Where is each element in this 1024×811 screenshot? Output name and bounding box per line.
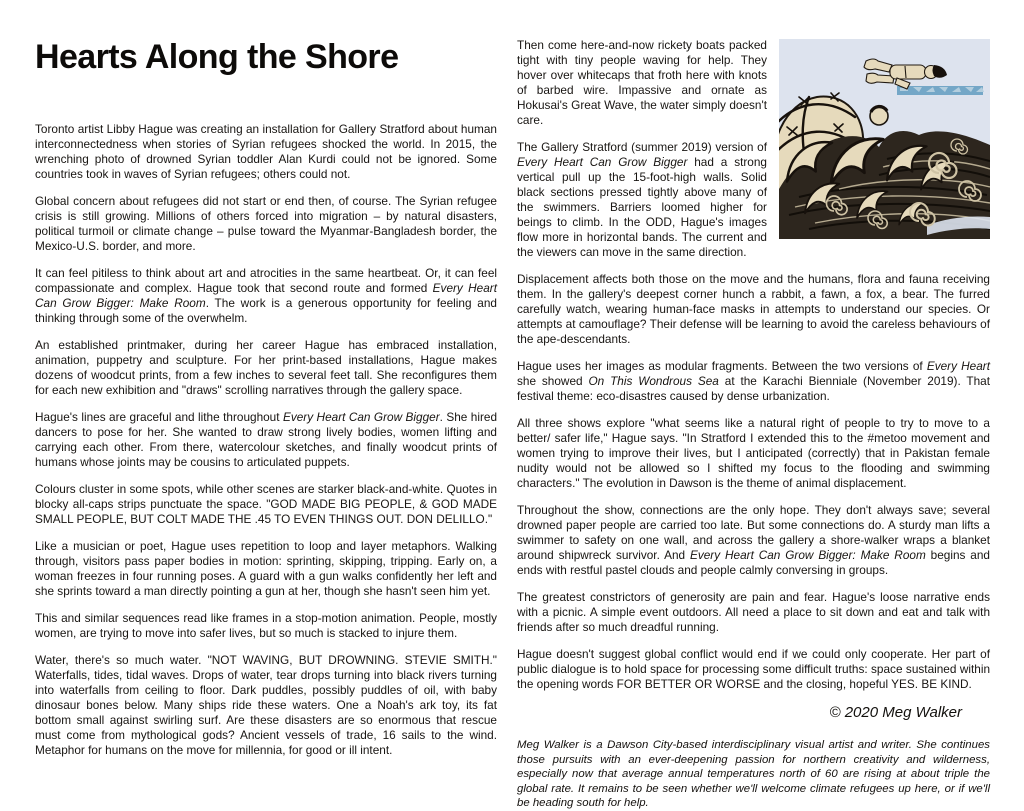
paragraph: Hague doesn't suggest global conflict would end if we could only cooperate. Her part of public dialogue is to hold space for processing some difficult truths: space sustained within the opening words FOR BETTER OR WORSE and the closing, hopeful YES. BE KIND. (517, 647, 990, 691)
page-title: Hearts Along the Shore (35, 38, 399, 76)
paragraph: Then come here-and-now rickety boats packed tight with tiny people waving for help. They hover over whitecaps that froth here with knots of barbed wire. Impassive and ornate as Hokusai's Great Wave, the water simply doesn't care. (517, 38, 767, 127)
artwork-image (779, 39, 990, 239)
paragraph: This and similar sequences read like frames in a stop-motion animation. People, mostly women, are trying to move into safer lives, but so much is stacked to injure them. (35, 610, 497, 640)
author-byline: © 2020 Meg Walker (829, 704, 962, 721)
paragraph: Water, there's so much water. "NOT WAVING, BUT DROWNING. STEVIE SMITH." Waterfalls, tides, tidal waves. Drops of water, tear drops turning into black rivers turning into waterfalls from ceiling to floor. Dark puddles, possibly puddles of oil, with baby dinosaur bones below. Many ships ride these waters. One a Noah's ark toy, its fat bottom small against swirling surf. Are these disasters are so enormous that rescue must come from mythological gods? Ancient vessels of trade, 16 sails to the wind. Metaphor for humans on the move for millennia, for good or ill intent. (35, 652, 497, 757)
paragraph: Hague uses her images as modular fragments. Between the two versions of Every Heart she showed On This Wondrous Sea at the Karachi Bienniale (November 2019). That festival theme: eco-disastres caused by dense urbanization. (517, 359, 990, 403)
paragraph: Colours cluster in some spots, while other scenes are starker black-and-white. Quotes in blocky all-caps strips punctuate the space. "GOD MADE BIG PEOPLE, & GOD MADE SMALL PEOPLE, BUT COLT MADE THE .45 TO EVEN THINGS OUT. DON DELILLO." (35, 481, 497, 526)
paragraph: Throughout the show, connections are the only hope. They don't always save; several drowned paper people are carried too late. But some connections do. A sturdy man lifts a swimmer to safety on one wall, and across the gallery a shore-walker wraps a blanket around shipwreck survivor. And Every Heart Can Grow Bigger: Make Room begins and ends with restful pastel clouds and people calmly conversing in groups. (517, 503, 990, 577)
artwork-figure (779, 39, 990, 239)
paragraph: Hague's lines are graceful and lithe throughout Every Heart Can Grow Bigger. She hired dancers to pose for her. She wanted to draw strong lively bodies, women lifting and carrying each other. From there, watercolour sketches, and finally woodcut prints of humans whose joints may be cousins to articulated puppets. (35, 409, 498, 469)
paragraph: The Gallery Stratford (summer 2019) version of Every Heart Can Grow Bigger had a strong vertical pull up the 15-foot-high walls. Solid black sections pressed tightly above many of the swimmers. Barriers loomed higher for beings to climb. In the ODD, Hague's images flow more in horizontal bands. The current and the viewers can move in the same direction. (517, 140, 767, 259)
left-column-text (35, 122, 497, 758)
left-column (35, 38, 497, 811)
right-column (517, 38, 990, 811)
paragraph: It can feel pitiless to think about art and atrocities in the same heartbeat. Or, it can feel compassionate and complex. Hague took that second route and formed Every Heart Can Grow Bigger: Make Room. The work is a generous opportunity for feeling and thinking through some of the overwhelm. (35, 265, 498, 325)
paragraph: Like a musician or poet, Hague uses repetition to loop and layer metaphors. Walking through, visitors pass paper bodies in motion: sprinting, skipping, tripping. Early on, a woman freezes in four running poses. A guard with a gun walks confidently her left and she sprints toward a man directly pointing a gun at her, though she hasn't seen him yet. (35, 538, 497, 598)
paragraph: Toronto artist Libby Hague was creating an installation for Gallery Stratford about human interconnectedness when stories of Syrian refugees shocked the world. In 2015, the wrenching photo of drowned Syrian toddler Alan Kurdi could not be ignored. Some countries took in waves of Syrian refugees; others could not. (35, 121, 497, 181)
paragraph: Global concern about refugees did not start or end then, of course. The Syrian refugee crisis is still growing. Millions of others forced into migration – by natural disasters, political turmoil or climate change – pulse toward the Myanmar-Bangladesh border, the Mexico-U.S. border, and more. (35, 193, 497, 253)
paragraph: All three shows explore "what seems like a natural right of people to try to move to a better/ safer life," Hague says. "In Stratford I extended this to the #metoo movement and women trying to improve their lives, but I anticipated (correctly) that in Pakistan female nudity would not be allowed so I shifted my focus to the flooding and swimming characters." The evolution in Dawson is the theme of animal displacement. (517, 416, 990, 490)
paragraph: The greatest constrictors of generosity are pain and fear. Hague's loose narrative ends with a picnic. A simple event outdoors. All need a place to sit down and eat and talk with friends after so much dreadful running. (517, 590, 990, 634)
water-band (897, 86, 984, 95)
swimmer-head (870, 107, 888, 125)
author-bio: Meg Walker is a Dawson City-based interdisciplinary visual artist and writer. She continues those pursuits with an ever-deepening passion for northern creativity and wilderness, especially now that average annual temperatures north of 60 are rising at about triple the global rate. It remains to be seen whether we'll welcome climate refugees up here, or if we'll be heading south for help. (517, 739, 990, 809)
paragraph: An established printmaker, during her career Hague has embraced installation, animation, puppetry and sculpture. For her print-based installations, Hague makes dozens of woodcut prints, from a few inches to several feet tall. She reconfigures them for each new exhibition and "draws" scrolling narratives through the gallery space. (35, 337, 497, 397)
paragraph: Displacement affects both those on the move and the humans, flora and fauna receiving them. In the gallery's deepest corner hunch a rabbit, a fawn, a fox, a bear. The furred carefully watch, wearing human-face masks in attempts to understand our species. Or attempts at camouflage? Their defense will be learning to avoid the careless behaviours of the ape-descendants. (517, 272, 990, 346)
